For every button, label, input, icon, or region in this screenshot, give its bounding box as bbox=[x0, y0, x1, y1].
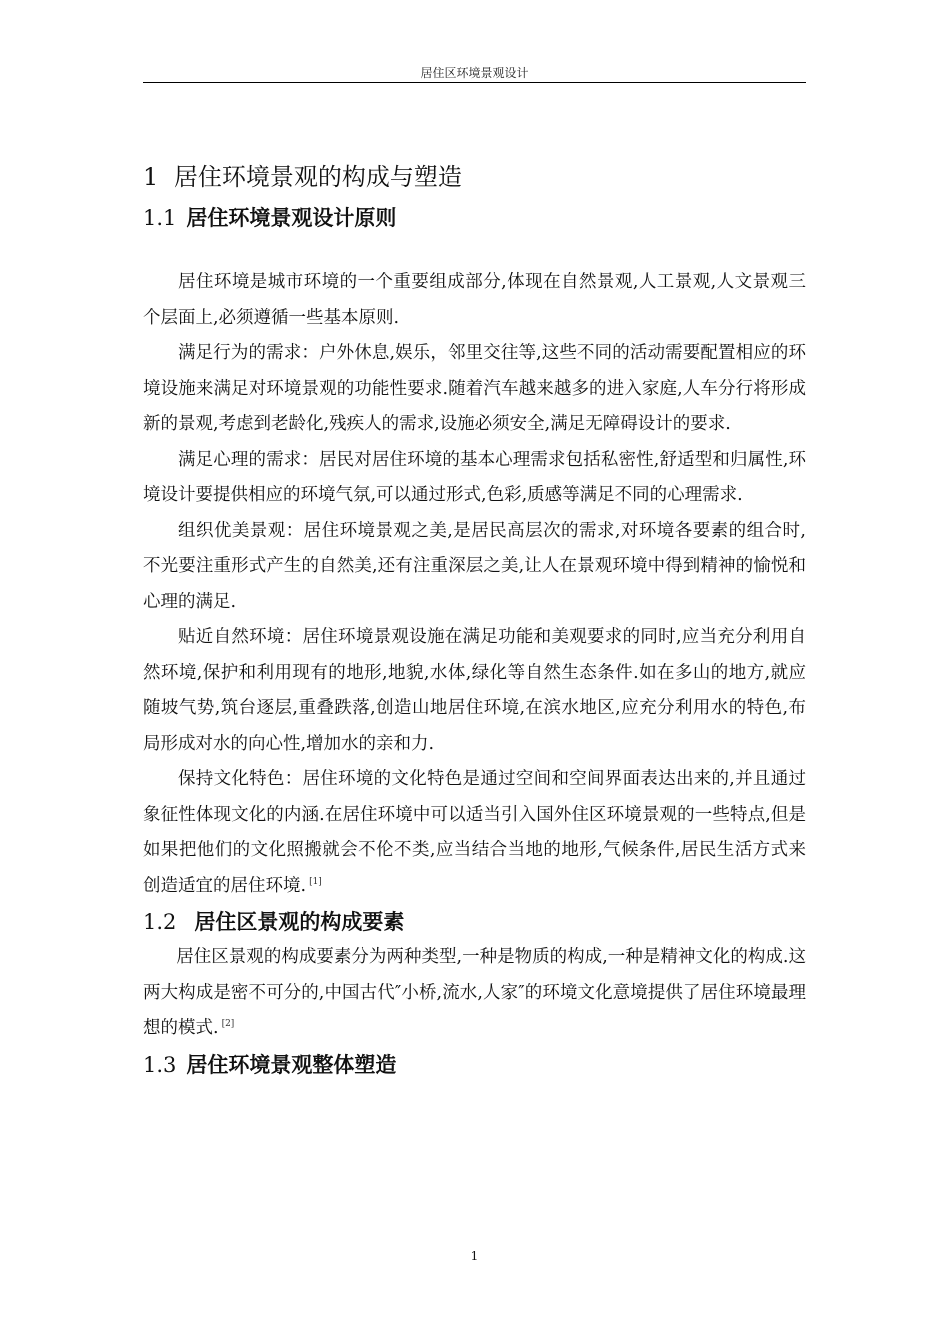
section-heading-1-1 bbox=[143, 202, 806, 234]
page-number: 1 bbox=[470, 1249, 479, 1263]
paragraph: 组织优美景观：居住环境景观之美,是居民高层次的需求,对环境各要素的组合时,不光要注重形式产生的自然美,还有注重深层之美,让人在景观环境中得到精神的愉悦和心理的满足. bbox=[143, 520, 806, 612]
citation-marker: [1] bbox=[309, 876, 322, 887]
section-number: 1.1 bbox=[143, 206, 177, 230]
section-heading-1-2 bbox=[143, 904, 806, 940]
running-header: 居住区环境景观设计 bbox=[420, 66, 529, 80]
header-rule bbox=[143, 82, 806, 83]
section-1-2-body bbox=[143, 940, 806, 1047]
chapter-title-text: 居住环境景观的构成与塑造 bbox=[173, 163, 462, 191]
citation-marker: [2] bbox=[221, 1019, 235, 1030]
paragraph-text: 居住区景观的构成要素分为两种类型,一种是物质的构成,一种是精神文化的构成.这两大构成是密不可分的,中国古代″小桥,流水,人家″的环境文化意境提供了居住环境最理想的模式. bbox=[143, 947, 806, 1038]
paragraph: 满足行为的需求：户外休息,娱乐，邻里交往等,这些不同的活动需要配置相应的环境设施来满足对环境景观的功能性要求.随着汽车越来越多的进入家庭,人车分行将形成新的景观,考虑到老龄化,残疾人的需求,设施必须安全,满足无障碍设计的要求. bbox=[143, 343, 806, 434]
section-heading-1-3 bbox=[143, 1047, 806, 1083]
section-number: 1.2 bbox=[143, 910, 177, 934]
chapter-number: 1 bbox=[143, 163, 159, 191]
chapter-title bbox=[143, 152, 806, 202]
paragraph-text: 保持文化特色：居住环境的文化特色是通过空间和空间界面表达出来的,并且通过象征性体现文化的内涵.在居住环境中可以适当引入国外住区环境景观的一些特点,但是如果把他们的文化照搬就会不伦不类,应当结合当地的地形,气候条件,居民生活方式来创造适宜的居住环境. bbox=[143, 769, 806, 896]
page-content bbox=[143, 152, 806, 1083]
section-title-text: 居住区景观的构成要素 bbox=[194, 910, 405, 934]
section-1-1-body bbox=[143, 265, 806, 904]
section-title-text: 居住环境景观设计原则 bbox=[186, 206, 397, 230]
paragraph: 满足心理的需求：居民对居住环境的基本心理需求包括私密性,舒适型和归属性,环境设计要提供相应的环境气氛,可以通过形式,色彩,质感等满足不同的心理需求. bbox=[143, 449, 806, 505]
section-title-text: 居住环境景观整体塑造 bbox=[186, 1052, 397, 1077]
paragraph: 居住环境是城市环境的一个重要组成部分,体现在自然景观,人工景观,人文景观三个层面上,必须遵循一些基本原则. bbox=[143, 272, 806, 328]
paragraph: 贴近自然环境：居住环境景观设施在满足功能和美观要求的同时,应当充分利用自然环境,保护和利用现有的地形,地貌,水体,绿化等自然生态条件.如在多山的地方,就应随坡气势,筑台逐层,重叠跌落,创造山地居住环境,在滨水地区,应充分利用水的特色,布局形成对水的向心性,增加水的亲和力. bbox=[143, 627, 806, 754]
paragraph-with-citation bbox=[143, 762, 806, 904]
paragraph-with-citation bbox=[143, 940, 806, 1047]
section-number: 1.3 bbox=[143, 1052, 177, 1077]
